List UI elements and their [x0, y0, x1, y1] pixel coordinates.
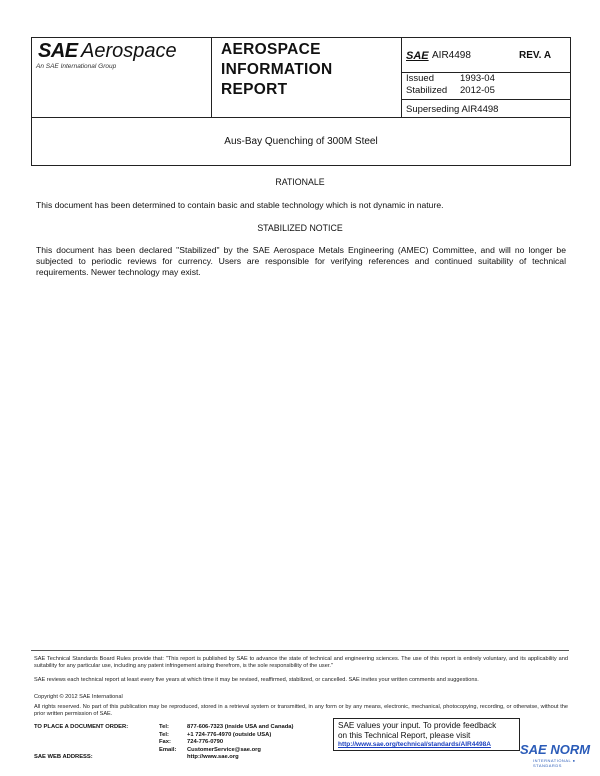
document-title: Aus-Bay Quenching of 300M Steel [224, 136, 378, 147]
superseding-row [402, 99, 570, 119]
watermark-subtitle: INTERNATIONAL ● STANDARDS [533, 758, 576, 768]
title-box [31, 117, 571, 166]
tel-value: 877-606-7323 (inside USA and Canada) [187, 724, 294, 730]
number-row [402, 38, 570, 73]
email-label: Email: [159, 746, 177, 753]
feedback-box [333, 718, 520, 751]
sae-logo: SAE [38, 40, 78, 62]
sae-mark: SAE [406, 50, 429, 62]
feedback-line-1: SAE values your input. To provide feedback [338, 721, 497, 730]
watermark-logo: SAE NORM [520, 742, 591, 757]
footer-review-text: SAE reviews each technical report at least every five years at which time it may be revised, reaffirmed, stabilized, or cancelled. SAE invites your written comments and suggestions. [34, 677, 479, 683]
footer-copyright: Copyright © 2012 SAE International [34, 694, 123, 700]
web-address-link[interactable]: http://www.sae.org [187, 754, 239, 761]
order-label: TO PLACE A DOCUMENT ORDER: [34, 724, 129, 730]
logo-cell [32, 38, 212, 118]
issued-date: 1993-04 [460, 73, 495, 84]
stabilized-date: 2012-05 [460, 84, 495, 96]
tel-label: Tel: [159, 724, 169, 730]
document-header [31, 37, 571, 118]
email-value[interactable]: CustomerService@sae.org [187, 746, 261, 753]
revision-label: REV. A [519, 50, 552, 61]
stabilized-notice-text: This document has been declared "Stabilized" by the SAE Aerospace Metals Engineering (AMEC) Committee, and will no longer be subjected to periodic reviews for currency. Users are responsible for verifying references and continued suitability of technical requirements. Newer technology may exist. [36, 245, 566, 277]
fax-label: Fax: [159, 739, 171, 746]
logo-subtitle: An SAE International Group [36, 63, 117, 70]
date-block [402, 73, 570, 96]
aerospace-logo-text: Aerospace [81, 40, 177, 62]
feedback-line-2: on this Technical Report, please visit [338, 730, 471, 740]
rationale-heading: RATIONALE [275, 177, 325, 187]
superseding-text: Superseding AIR4498 [406, 104, 499, 115]
tel2-label: Tel: [159, 731, 169, 738]
web-address-label: SAE WEB ADDRESS: [34, 754, 93, 760]
document-number-cell [402, 38, 570, 118]
document-type-cell [212, 38, 402, 118]
footer-rights-text: All rights reserved. No part of this publication may be reproduced, stored in a retrieval system or transmitted, in any form or by any means, electronic, mechanical, photocopying, recording, or otherwise, without the prior written permission of SAE. [34, 704, 568, 717]
rationale-text: This document has been determined to contain basic and stable technology which is not dynamic in nature. [36, 200, 444, 210]
issued-label: Issued [406, 73, 434, 84]
footer-divider [31, 650, 569, 651]
feedback-link[interactable]: http://www.sae.org/technical/standards/AIR4498A [338, 741, 491, 748]
footer-rules-text: SAE Technical Standards Board Rules provide that: "This report is published by SAE to advance the state of technical and engineering sciences. The use of this report is entirely voluntary, and its applicability and suitability for any particular use, including any patent infringement arising therefrom, is the sole responsibility of the user." [34, 656, 568, 669]
stabilized-label: Stabilized [406, 84, 448, 96]
stabilized-notice-heading: STABILIZED NOTICE [257, 223, 343, 233]
tel2-value: +1 724-776-4970 (outside USA) [187, 731, 272, 738]
fax-value: 724-776-0790 [187, 739, 224, 746]
document-type: AEROSPACE INFORMATION REPORT [221, 41, 333, 98]
document-number: AIR4498 [432, 50, 471, 61]
